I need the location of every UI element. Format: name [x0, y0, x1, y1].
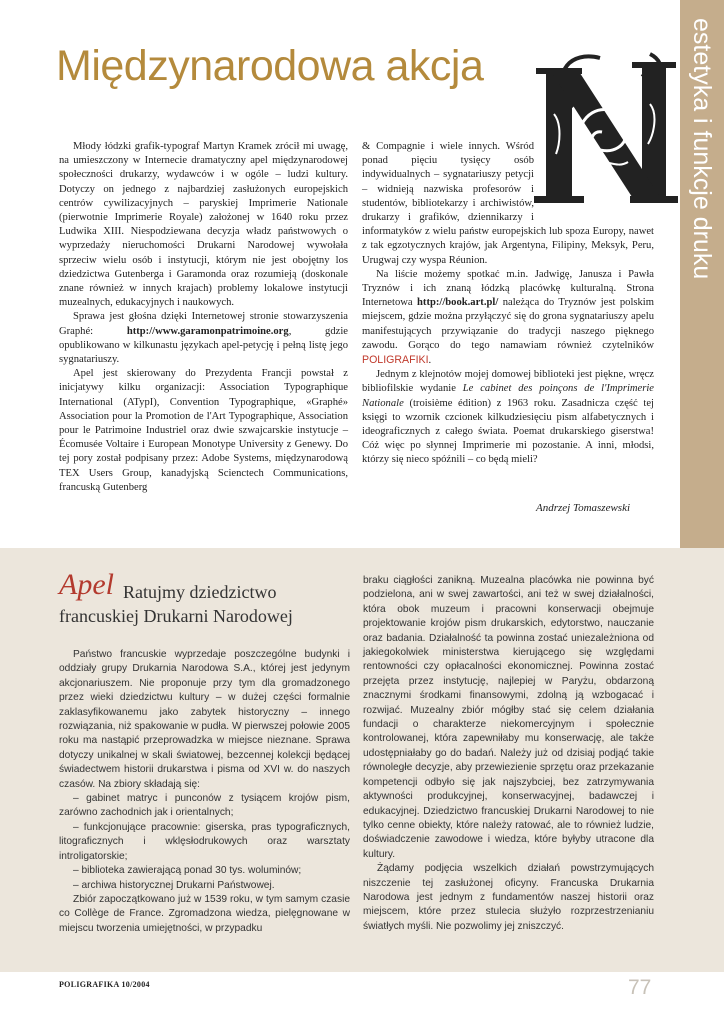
page-number: 77 [628, 976, 652, 999]
appeal-list-item: – biblioteka zawierającą ponad 30 tys. woluminów; [73, 865, 302, 877]
author-signature: Andrzej Tomaszewski [536, 502, 631, 514]
article-paragraph: Apel jest skierowany do Prezydenta Francji powstał z inicjatywy kilku organizacji: Association Typographique International (ATypI), Convention Typographique, «Graphé» Association pour la Promotion de l'Art Typographique, Association pour le Patrimoine Industriel oraz dwie szwajcarskie instytucje – Écomusée Voltaire i European Monotype University z Genewy. Do tej pory został podpisany przez: Adobe Systems, międzynarodową TEX Users Group, kanadyjską Scienctech Communications, francuską Gutenberg [59, 368, 348, 493]
article-paragraph: Jednym z klejnotów mojej domowej biblioteki jest piękne, wręcz bibliofilskie wydanie Le cabinet des poinçons de l'Imprimerie Nationale (troisième édition) z 1963 roku. Zasadnicza część tej księgi to wzornik czcionek kilkudziesięciu pism alfabetycznych i ideograficznych z całego świata. Poemat drukarskiego giserstwa! Cóż więc po słynnej Imprimerie mi pozostanie. A inni, młodsi, którzy się nieco spóźnili – co będą mieli? [362, 369, 655, 466]
article-paragraph: Młody łódzki grafik-typograf Martyn Kramek zrócił mi uwagę, na umieszczony w Internecie dramatyczny apel międzynarodowej społeczności drukarzy, wydawców i w ogóle – ludzi kultury. Dotyczy on jednego z najbardziej zasłużonych europejskich centrów cywilizacyjnych – paryskiej Imprimerie Nationale (pierwotnie Imprimerie Royale) założonej w 1640 roku przez Ludwika XIII. Niespodziewana decyzja władz państwowych o wyprzedaży nieruchomości Drukarni Narodowej wywołała sprzeciw wielu osób i instytucji, którym nie jest obojętny los dziedzictwa Gutenberga i Garamonda oraz rozumieją (doskonale znane również w innych krajach) problemy lokalowe instytucji muzealnych, edukacyjnych i naukowych. [59, 141, 348, 309]
appeal-paragraph: Żądamy podjęcia wszelkich działań powstrzymujących niszczenie tej zasłużonej oficyny. Francuska Drukarnia Narodowa jest jednym z fundamentów naszej historii oraz miejscem, które przez stulecia służyło rozprzestrzenianiu światłych myśli. Nie pozwolimy jej zniszczyć. [363, 863, 654, 932]
article-paragraph: & Compagnie i wiele innych. Wśród ponad pięciu tysięcy osób indywidualnych – sygnatariuszy petycji – widnieją nazwiska profesorów i studentów, bibliotekarzy i archiwistów, drukarzy i grafików, dziennikarzy i informatyków z wielu państw europejskich lub spoza Europy, nawet z tak egzotycznych krajów, jak Argentyna, Filipiny, Meksyk, Peru, Urugwaj czy wyspa Réunion. [362, 141, 654, 266]
initial-spacer [534, 140, 654, 224]
appeal-list-item: – archiwa historycznej Drukarni Państwowej. [73, 879, 275, 891]
link-book-art[interactable]: http://book.art.pl/ [417, 297, 499, 309]
article-column-left [59, 140, 348, 495]
appeal-column-left [59, 648, 350, 936]
link-garamon[interactable]: http://www.garamonpatrimoine.org [126, 325, 289, 337]
article-title: Międzynarodowa akcja [56, 42, 484, 90]
appeal-subtitle-line1: Ratujmy dziedzictwo [123, 582, 277, 602]
article-paragraph: Sprawa jest głośna dzięki Internetowej stronie stowarzyszenia Graphé: http://www.garamonpatrimoine.org, gdzie opublikowano w kilkunastu językach apel-petycję i pełną listę jego sygnatariuszy. [59, 311, 348, 366]
appeal-column-right [363, 574, 654, 934]
appeal-paragraph: Państwo francuskie wyprzedaje poszczególne budynki i oddziały grupy Drukarnia Narodowa S.A., której jest jedynym akcjonariuszem. Nie proponuje przy tym dla gromadzonego przez wieki dziedzictwu kultury – w dużej części formalnie zaklasyfikowanemu jako zabytek historyczny – innego rozwiązania, niż spakowanie w pudła. W pierwszej połowie 2005 roku ma nastąpić przeprowadzka w miejsce nieznane. Sprawa dotyczy unikalnej w skali światowej, bezcennej kolekcji będącej świadectwem historii drukarstwa i pisma od XVI w. do naszych czasów. Na zbiory składają się: [59, 649, 350, 790]
section-label: estetyka i funkcje druku [688, 18, 716, 280]
appeal-paragraph: braku ciągłości zanikną. Muzealna placówka nie powinna być podzielona, ani w swej zawartości, ani też w swej działalności, która obok muzeum i pracowni konserwacji obejmuje projektowanie krojów pism drukarskich, edytorstwo, nauczanie oraz badania. Działalność ta powinna zostać uniezależniona od jakiegokolwiek ministerstwa kierującego się względami rentowności czy opłacalności ekonomicznej. Powinna zostać przejęta przez instytucję, najlepiej w Paryżu, obdarzoną znacznymi środkami finansowymi, zdolną ją wzbogacać i rozwijać. Muzealny zbiór mógłby stać się celem działania fundacji o charakterze niekomercyjnym i społecznie kontrolowanej, która zapewniłaby mu konserwację, ale także udostępniałaby go do badań. Należy już od dzisiaj podjąć takie równoległe decyzje, aby przewiezienie sprzętu oraz przekazanie kompetencji odbyło się jak najszybciej, bez zatrzymywania aktywności produkcyjnej, konserwacyjnej, badawczej i edukacyjnej. Dziedzictwo francuskiej Drukarni Narodowej to nie tylko cenne obiekty, które należy ratować, ale to również ludzie, doświadczenie zawodowe i wiedza, które byłyby utracone dla kultury. [363, 575, 654, 860]
appeal-list-item: – gabinet matryc i punconów z tysiącem krojów pism, zarówno zachodnich jak i orientalnych; [59, 793, 350, 819]
article-column-right-wrap [362, 140, 654, 468]
brand-poligrafika: POLIGRAFIKI [362, 354, 429, 367]
article-paragraph: Na liście możemy spotkać m.in. Jadwigę, Janusza i Pawła Tryznów i ich znaną łódzką placówkę kulturalną. Strona Internetowa http://book.art.pl/ należąca do Tryznów jest polskim miejscem, gdzie można przyłączyć się do grona sygnatariuszy apelu manifestujących przywiązanie do tradycji naszego pięknego zawodu. Gorąco do tego namawiam również czytelników POLIGRAFIKI. [362, 268, 654, 367]
appeal-subtitle-line2: francuskiej Drukarni Narodowej [59, 606, 293, 626]
appeal-list-item: – funkcjonujące pracownie: giserska, pras typograficznych, litograficznych i wklęsłodrukowych oraz warsztaty introligatorskie; [59, 821, 350, 862]
appeal-paragraph: Zbiór zapoczątkowano już w 1539 roku, w tym samym czasie co Collège de France. Zgromadzona wiedza, pielęgnowane w miejscu tworzenia umiejętności, w przypadku [59, 893, 350, 934]
appeal-label: Apel [59, 568, 114, 601]
publication-footer: POLIGRAFIKA 10/2004 [59, 980, 150, 989]
